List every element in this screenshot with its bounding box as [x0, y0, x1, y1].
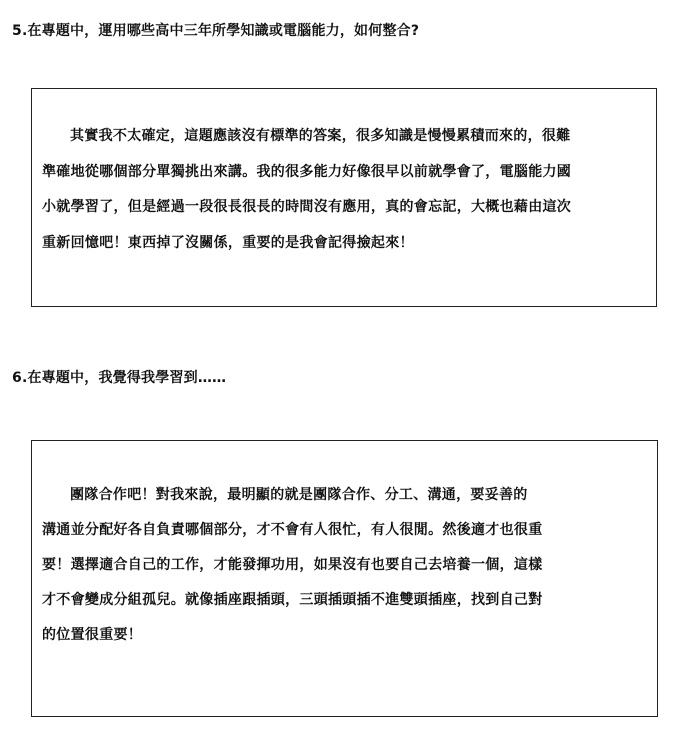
answer-6-line-1: 團隊合作吧！對我來說，最明顯的就是團隊合作、分工、溝通，要妥善的	[70, 487, 528, 503]
answer-5-line-1: 其實我不太確定，這題應該沒有標準的答案，很多知識是慢慢累積而來的，很難	[70, 128, 571, 144]
answer-6-line-3: 要！選擇適合自己的工作，才能發揮功用，如果沒有也要自己去培養一個，這樣	[42, 557, 543, 573]
answer-6-box	[31, 440, 658, 717]
answer-6-line-5: 的位置很重要！	[42, 627, 143, 643]
answer-6-line-2: 溝通並分配好各自負責哪個部分，才不會有人很忙，有人很閒。然後適才也很重	[42, 522, 543, 538]
answer-6-line-4: 才不會變成分組孤兒。就像插座跟插頭，三頭插頭插不進雙頭插座，找到自己對	[42, 592, 543, 608]
question-5-label: 5.在專題中，運用哪些高中三年所學知識或電腦能力，如何整合?	[12, 23, 420, 39]
answer-5-line-2: 準確地從哪個部分單獨挑出來講。我的很多能力好像很早以前就學會了，電腦能力國	[42, 163, 572, 180]
answer-5-line-4: 重新回憶吧！東西掉了沒關係，重要的是我會記得撿起來！	[42, 234, 414, 251]
question-6-label: 6.在專題中，我覺得我學習到……	[12, 370, 227, 386]
answer-5-line-3: 小就學習了，但是經過一段很長很長的時間沒有應用，真的會忘記，大概也藉由這次	[42, 199, 572, 215]
answer-5-box	[31, 88, 657, 307]
